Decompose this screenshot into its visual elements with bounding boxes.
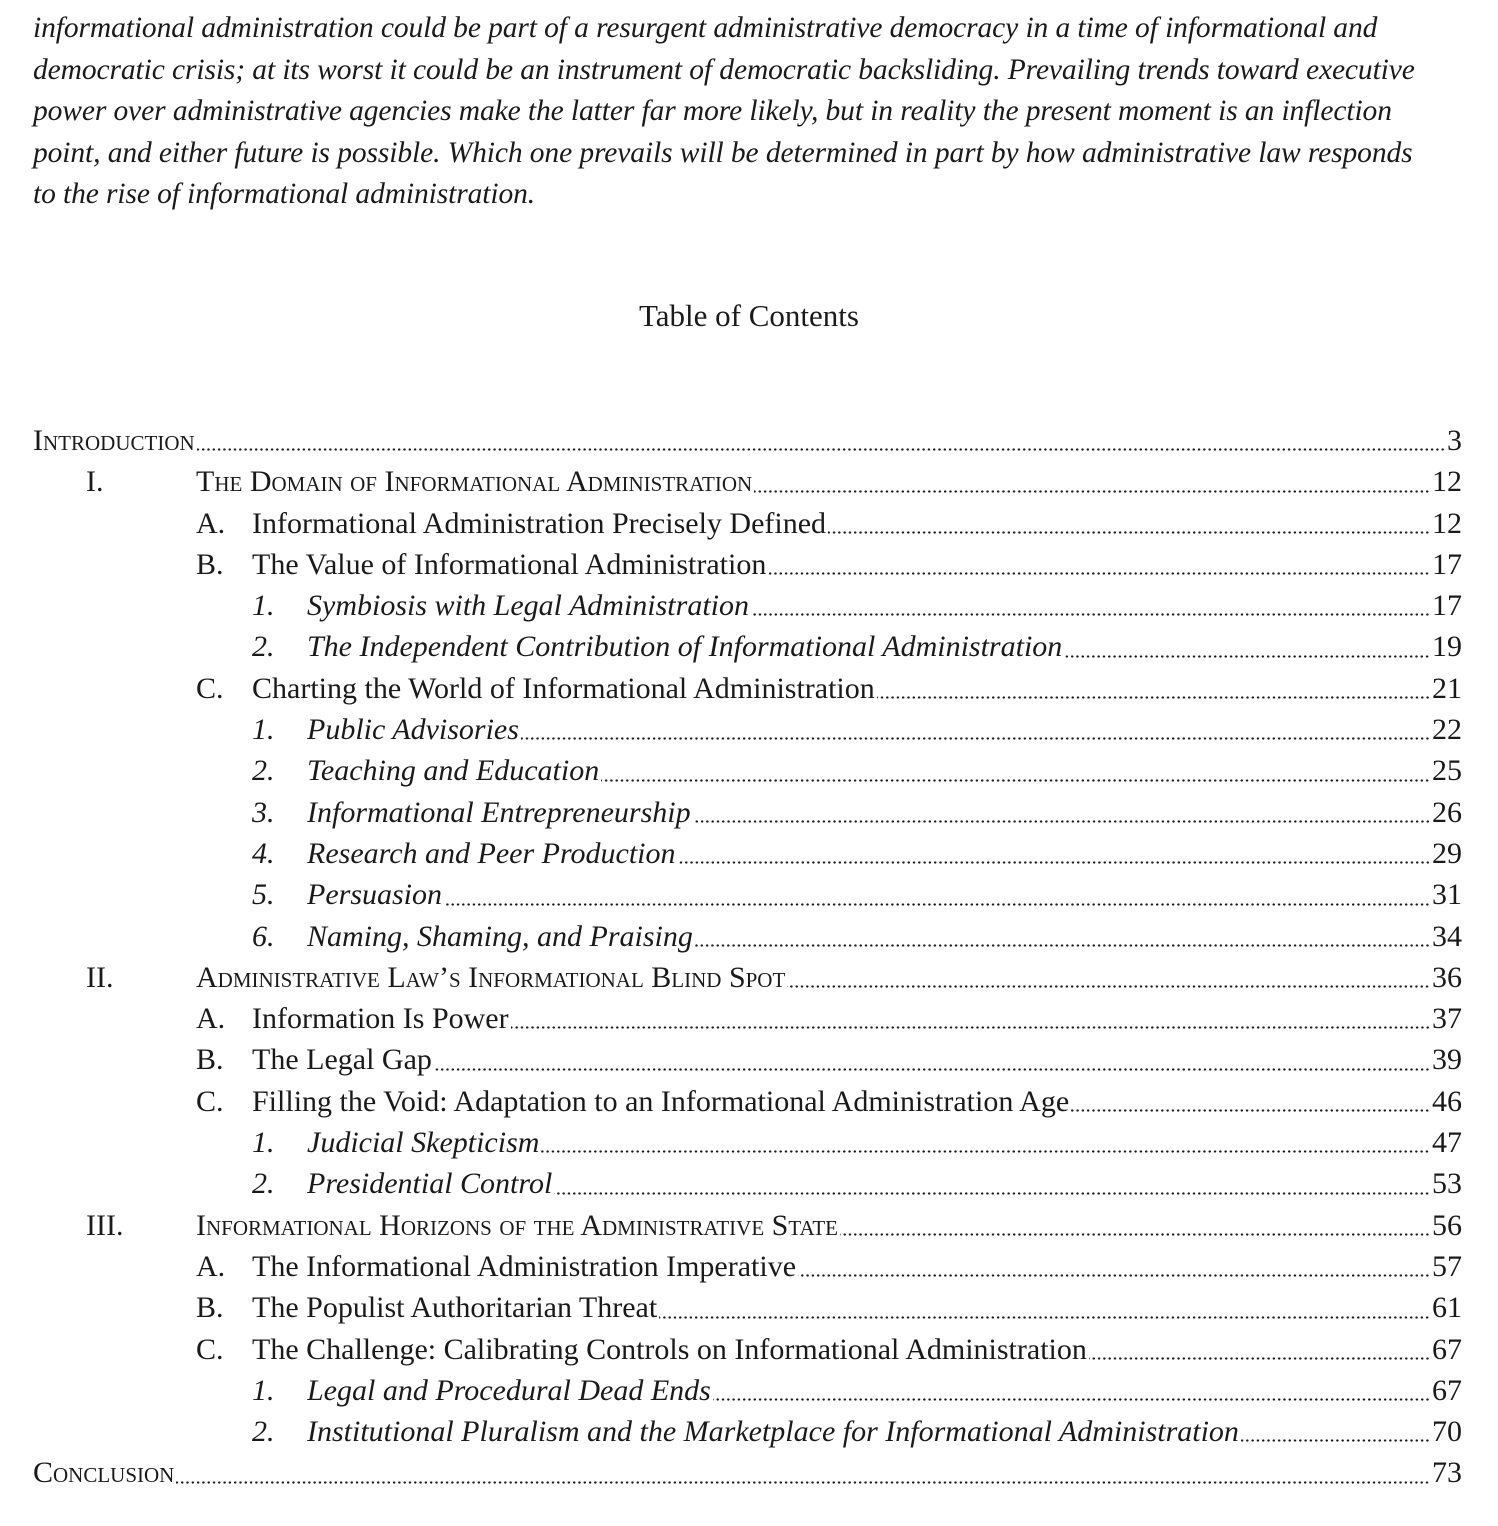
toc-entry-number: I.: [86, 465, 104, 499]
toc-entry[interactable]: [0, 1452, 1498, 1493]
toc-entry-page: 67: [1432, 1332, 1462, 1366]
toc-entry-number: B.: [196, 1043, 224, 1077]
toc-entry-label: Public Advisories: [307, 713, 519, 747]
intro-line: to the rise of informational administration.: [33, 178, 536, 210]
toc-entry-line: [252, 1081, 1462, 1122]
dot-leader: [511, 1026, 1430, 1029]
toc-entry-line: [33, 420, 1462, 461]
toc-entry[interactable]: [0, 503, 1498, 544]
toc-entry-page: 47: [1432, 1126, 1462, 1160]
toc-entry-number: B.: [196, 1291, 224, 1325]
toc-entry-page: 29: [1432, 836, 1462, 870]
toc-entry-page: 61: [1432, 1291, 1462, 1325]
toc-entry-label: Naming, Shaming, and Praising: [307, 919, 693, 953]
toc-entry[interactable]: [0, 1081, 1498, 1122]
toc-entry[interactable]: [0, 874, 1498, 915]
toc-entry-page: 56: [1432, 1208, 1462, 1242]
toc-entry-line: [252, 1329, 1462, 1370]
toc-entry[interactable]: [0, 709, 1498, 750]
toc-entry-line: [307, 1370, 1462, 1411]
toc-entry[interactable]: [0, 1163, 1498, 1204]
dot-leader: [434, 1068, 1430, 1071]
dot-leader: [444, 903, 1430, 906]
toc-entry[interactable]: [0, 1287, 1498, 1328]
toc-entry-page: 26: [1432, 795, 1462, 829]
toc-entry-line: [307, 916, 1462, 957]
toc-entry-number: C.: [196, 1332, 224, 1366]
toc-entry-number: 1.: [252, 713, 275, 747]
toc-entry-label: Presidential Control: [307, 1167, 553, 1201]
toc-entry-page: 53: [1432, 1167, 1462, 1201]
toc-entry[interactable]: [0, 461, 1498, 502]
toc-entry-page: 25: [1432, 754, 1462, 788]
toc-entry-label: The Value of Informational Administration: [252, 547, 767, 581]
toc-entry[interactable]: [0, 833, 1498, 874]
toc-entry-page: 3: [1447, 424, 1462, 457]
intro-line: democratic crisis; at its worst it could be an instrument of democratic backsliding. Prevailing trends toward executive: [33, 53, 1415, 86]
toc-entry-line: [252, 503, 1462, 544]
toc-entry[interactable]: [0, 1205, 1498, 1246]
dot-leader: [1071, 1109, 1430, 1112]
toc-entry-label: Legal and Procedural Dead Ends: [307, 1373, 711, 1407]
toc-entry-label: The Challenge: Calibrating Controls on Informational Administration: [252, 1332, 1087, 1366]
toc-entry-label: Filling the Void: Adaptation to an Informational Administration Age: [252, 1084, 1070, 1118]
toc-entry-label: Research and Peer Production: [307, 836, 676, 870]
toc-entry-label: Institutional Pluralism and the Marketplace for Informational Administration: [307, 1415, 1239, 1449]
intro-line: point, and either future is possible. Which one prevails will be determined in part by how administrative law responds: [33, 136, 1413, 169]
dot-leader: [554, 1192, 1430, 1195]
toc-entry[interactable]: [0, 420, 1498, 461]
toc-entry-label: Informational Entrepreneurship: [307, 795, 691, 829]
toc-entry[interactable]: [0, 1246, 1498, 1287]
dot-leader: [1089, 1357, 1430, 1360]
toc-entry-label: Informational Administration Precisely Defined: [252, 506, 827, 540]
toc-entry[interactable]: [0, 916, 1498, 957]
toc-entry-label: The Informational Administration Imperative: [252, 1249, 797, 1283]
toc-entry-label: The Domain of Informational Administration: [196, 465, 753, 499]
toc-entry-label: Informational Horizons of the Administrative State: [196, 1208, 838, 1242]
dot-leader: [695, 944, 1430, 947]
toc-entry-page: 57: [1432, 1249, 1462, 1283]
dot-leader: [1064, 655, 1430, 658]
intro-paragraph: [33, 8, 1473, 216]
toc-entry-line: [252, 544, 1462, 585]
toc-title: Table of Contents: [639, 298, 859, 333]
dot-leader: [787, 985, 1430, 988]
dot-leader: [176, 1481, 1430, 1484]
toc-entry-number: A.: [196, 1002, 226, 1036]
toc-entry-line: [307, 833, 1462, 874]
intro-line: informational administration could be part of a resurgent administrative democracy in a time of informational and: [33, 12, 1378, 44]
toc-entry-line: [307, 874, 1462, 915]
toc-entry-page: 36: [1432, 960, 1462, 994]
toc-entry-number: C.: [196, 1084, 224, 1118]
toc-entry-page: 46: [1432, 1084, 1462, 1118]
toc-entry-page: 73: [1432, 1456, 1462, 1490]
toc-entry-number: B.: [196, 547, 224, 581]
toc-entry-label: Charting the World of Informational Administration: [252, 671, 875, 705]
toc-entry-label: Persuasion: [307, 878, 442, 912]
toc-entry-line: [196, 957, 1462, 998]
dot-leader: [713, 1398, 1430, 1401]
toc-entry-line: [307, 1163, 1462, 1204]
dot-leader: [678, 861, 1430, 864]
toc-entry-line: [307, 1122, 1462, 1163]
toc-entry[interactable]: [0, 544, 1498, 585]
toc-entry-page: 37: [1432, 1002, 1462, 1036]
toc-entry[interactable]: [0, 1411, 1498, 1452]
toc-entry-label: Judicial Skepticism: [307, 1126, 540, 1160]
toc-entry-page: 12: [1432, 465, 1462, 499]
toc-entry-label: Administrative Law’s Informational Blind Spot: [196, 960, 786, 994]
toc-entry-page: 22: [1432, 713, 1462, 747]
toc-entry[interactable]: [0, 668, 1498, 709]
dot-leader: [768, 572, 1430, 575]
toc-entry-line: [307, 709, 1462, 750]
toc-entry-page: 12: [1432, 506, 1462, 540]
toc-entry-number: 5.: [252, 878, 275, 912]
toc-entry-number: 2.: [252, 1167, 275, 1201]
toc-entry-line: [307, 792, 1462, 833]
toc-entry-label: The Independent Contribution of Informational Administration: [307, 630, 1063, 664]
toc-entry-label: Symbiosis with Legal Administration: [307, 589, 749, 623]
dot-leader: [751, 613, 1430, 616]
toc-entry-line: [307, 626, 1462, 667]
toc-entry-number: 1.: [252, 1126, 275, 1160]
dot-leader: [659, 1316, 1430, 1319]
toc-entry[interactable]: [0, 998, 1498, 1039]
toc-entry-page: 34: [1432, 919, 1462, 953]
toc-entry-number: III.: [86, 1208, 124, 1242]
toc-entry[interactable]: [0, 1370, 1498, 1411]
toc-entry-number: 1.: [252, 1373, 275, 1407]
dot-leader: [197, 448, 1445, 451]
toc-entry-number: A.: [196, 506, 226, 540]
toc-entry-page: 17: [1432, 547, 1462, 581]
toc-entry-number: 3.: [252, 795, 275, 829]
toc-entry-number: C.: [196, 671, 224, 705]
toc-entry-number: 1.: [252, 589, 275, 623]
toc-entry-label: The Legal Gap: [252, 1043, 432, 1077]
toc-entry-page: 70: [1432, 1415, 1462, 1449]
intro-line: power over administrative agencies make the latter far more likely, but in reality the present moment is an inflection: [33, 95, 1392, 127]
toc-entry[interactable]: [0, 792, 1498, 833]
dot-leader: [693, 820, 1430, 823]
dot-leader: [840, 1233, 1430, 1236]
toc-entry-number: II.: [86, 960, 114, 994]
toc-entry[interactable]: [0, 1122, 1498, 1163]
toc-entry-number: 2.: [252, 630, 275, 664]
toc-entry-label: Introduction: [33, 424, 195, 457]
toc-entry-number: A.: [196, 1249, 226, 1283]
toc-entry-number: 2.: [252, 1415, 275, 1449]
toc-entry-page: 31: [1432, 878, 1462, 912]
dot-leader: [601, 779, 1430, 782]
table-of-contents: [0, 420, 1498, 1494]
toc-entry-line: [307, 1411, 1462, 1452]
toc-entry[interactable]: [0, 626, 1498, 667]
toc-entry[interactable]: [0, 750, 1498, 791]
toc-entry[interactable]: [0, 1329, 1498, 1370]
toc-entry[interactable]: [0, 585, 1498, 626]
toc-entry-line: [252, 1287, 1462, 1328]
dot-leader: [521, 737, 1430, 740]
toc-entry-page: 19: [1432, 630, 1462, 664]
toc-entry[interactable]: [0, 957, 1498, 998]
toc-entry-label: The Populist Authoritarian Threat: [252, 1291, 658, 1325]
dot-leader: [1241, 1439, 1430, 1442]
toc-entry-line: [252, 1246, 1462, 1287]
dot-leader: [798, 1274, 1430, 1277]
toc-entry-page: 17: [1432, 589, 1462, 623]
toc-entry-number: 4.: [252, 836, 275, 870]
toc-entry-page: 39: [1432, 1043, 1462, 1077]
toc-entry-number: 6.: [252, 919, 275, 953]
toc-entry-line: [196, 461, 1462, 502]
toc-entry-line: [307, 750, 1462, 791]
toc-entry-label: Teaching and Education: [307, 754, 600, 788]
toc-entry-line: [307, 585, 1462, 626]
dot-leader: [754, 490, 1430, 493]
toc-entry-page: 21: [1432, 671, 1462, 705]
toc-entry-line: [33, 1452, 1462, 1493]
dot-leader: [541, 1150, 1430, 1153]
toc-entry-number: 2.: [252, 754, 275, 788]
toc-entry-line: [252, 1039, 1462, 1080]
toc-entry-page: 67: [1432, 1373, 1462, 1407]
toc-entry-label: Information Is Power: [252, 1002, 509, 1036]
toc-entry-line: [252, 668, 1462, 709]
dot-leader: [828, 531, 1430, 534]
toc-entry-line: [252, 998, 1462, 1039]
toc-entry-line: [196, 1205, 1462, 1246]
dot-leader: [877, 696, 1430, 699]
toc-entry-label: Conclusion: [33, 1456, 175, 1490]
toc-entry[interactable]: [0, 1039, 1498, 1080]
